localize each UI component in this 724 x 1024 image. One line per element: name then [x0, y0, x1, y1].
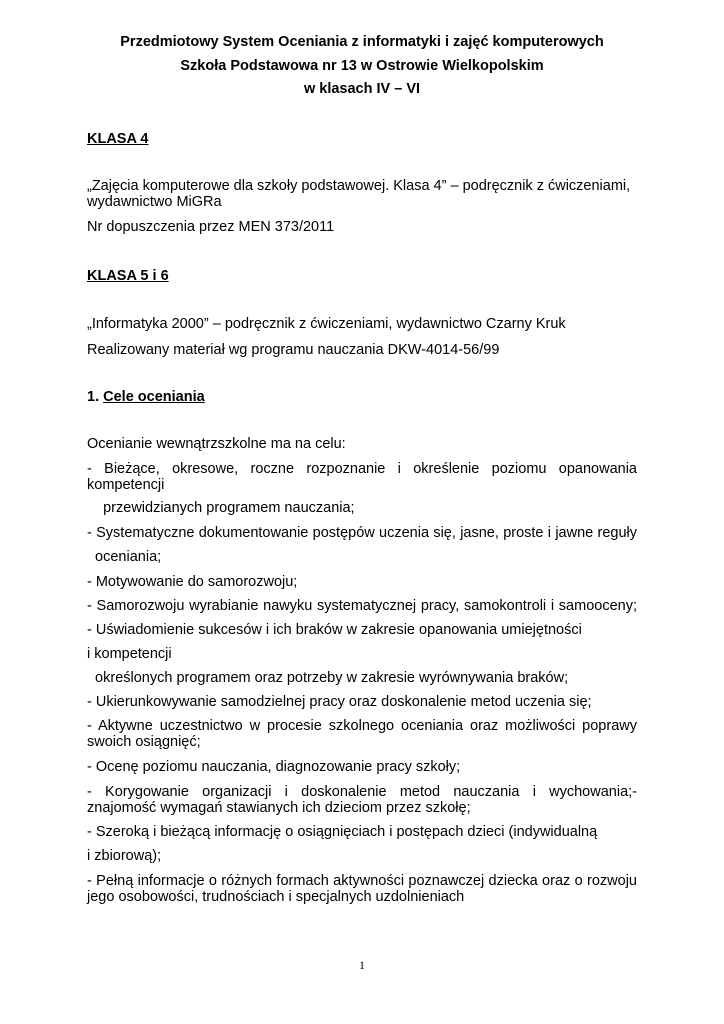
- list-item-line: - Korygowanie organizacji i doskonalenie metod nauczania i wychowania;-: [87, 784, 637, 800]
- section1-intro: Ocenianie wewnątrzszkolne ma na celu:: [87, 436, 346, 452]
- list-item-line: przewidzianych programem nauczania;: [87, 500, 355, 516]
- list-item-line: i zbiorową);: [87, 848, 162, 864]
- list-item-line: - Motywowanie do samorozwoju;: [87, 574, 298, 590]
- list-item-line: - Szeroką i bieżącą informację o osiągnięciach i postępach dzieci (indywidualną: [87, 824, 598, 840]
- section1-number: 1.: [87, 389, 104, 405]
- list-item-line: - Aktywne uczestnictwo w procesie szkolnego oceniania oraz możliwości poprawy: [87, 718, 637, 734]
- klasa4-approval: Nr dopuszczenia przez MEN 373/2011: [87, 219, 335, 235]
- title-line-1: Przedmiotowy System Oceniania z informatyki i zajęć komputerowych: [120, 34, 604, 50]
- klasa56-program: Realizowany materiał wg programu nauczania DKW-4014-56/99: [87, 342, 500, 358]
- list-item-line: znajomość wymagań stawianych ich dzieciom przez szkołę;: [87, 800, 471, 816]
- list-item-line: - Bieżące, okresowe, roczne rozpoznanie i określenie poziomu opanowania: [87, 461, 637, 477]
- section1-heading: [87, 387, 205, 407]
- list-item-line: - Uświadomienie sukcesów i ich braków w zakresie opanowania umiejętności: [87, 622, 582, 638]
- klasa56-textbook: „Informatyka 2000” – podręcznik z ćwiczeniami, wydawnictwo Czarny Kruk: [87, 316, 566, 332]
- klasa56-heading-text: KLASA 5 i 6: [87, 268, 169, 284]
- list-item-line: kompetencji: [87, 477, 165, 493]
- list-item-line: - Systematyczne dokumentowanie postępów uczenia się, jasne, proste i jawne reguły: [87, 525, 637, 541]
- list-item-line: i kompetencji: [87, 646, 172, 662]
- document-title: [0, 31, 724, 102]
- list-item-line: swoich osiągnięć;: [87, 734, 201, 750]
- list-item-line: - Samorozwoju wyrabianie nawyku systematycznej pracy, samokontroli i samooceny;: [87, 598, 637, 614]
- list-item-line: - Ocenę poziomu nauczania, diagnozowanie pracy szkoły;: [87, 759, 461, 775]
- list-item-line: określonych programem oraz potrzeby w zakresie wyrównywania braków;: [87, 670, 569, 686]
- klasa4-heading-text: KLASA 4: [87, 131, 149, 147]
- klasa4-textbook-line1: „Zajęcia komputerowe dla szkoły podstawowej. Klasa 4” – podręcznik z ćwiczeniami,: [87, 178, 631, 194]
- title-line-2: Szkoła Podstawowa nr 13 w Ostrowie Wielkopolskim: [180, 57, 544, 74]
- klasa4-heading: [87, 129, 149, 149]
- list-item-line: oceniania;: [87, 549, 162, 565]
- list-item-line: - Pełną informacje o różnych formach aktywności poznawczej dziecka oraz o rozwoju: [87, 873, 637, 889]
- page-number: 1: [359, 958, 365, 972]
- section1-title: Cele oceniania: [103, 389, 205, 405]
- list-item-line: jego osobowości, trudnościach i specjalnych uzdolnieniach: [87, 889, 465, 905]
- title-line-3: w klasach IV – VI: [303, 81, 421, 97]
- list-item-line: - Ukierunkowywanie samodzielnej pracy oraz doskonalenie metod uczenia się;: [87, 694, 592, 710]
- klasa4-textbook-line2: wydawnictwo MiGRa: [87, 194, 222, 210]
- klasa56-heading: [87, 266, 169, 286]
